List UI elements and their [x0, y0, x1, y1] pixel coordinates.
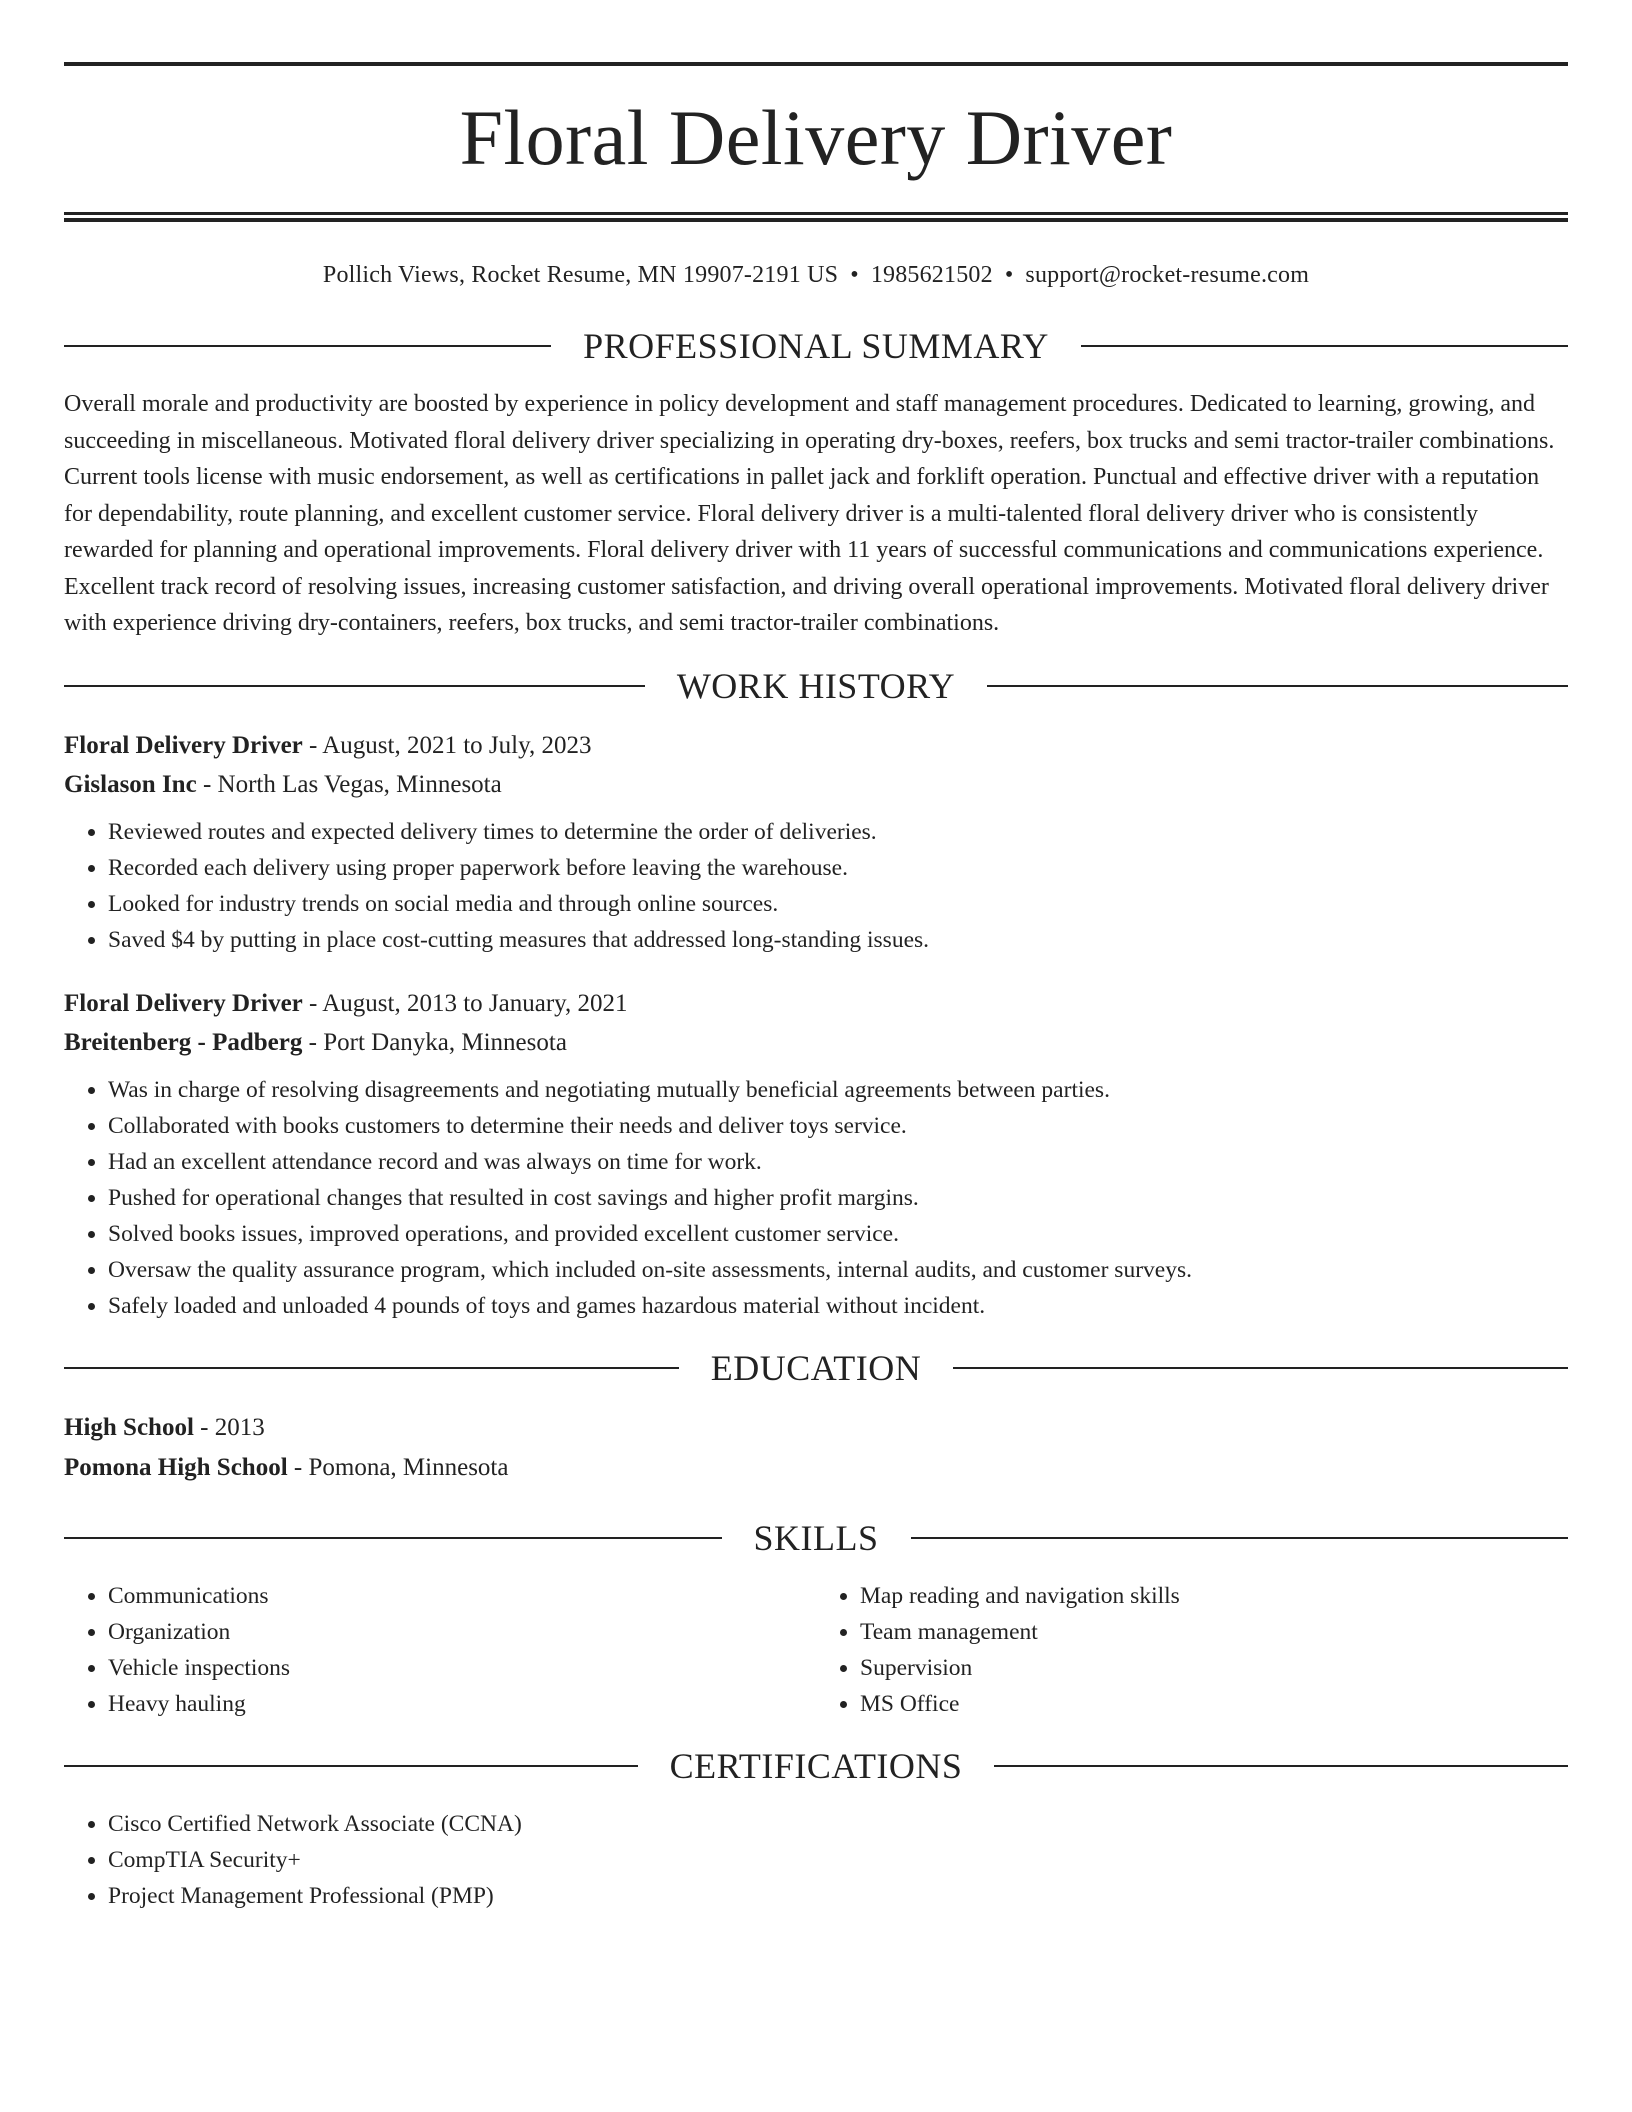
summary-text: Overall morale and productivity are boosted by experience in policy development and staff management procedures. Dedicated to learning, growing, and succeeding in miscellaneous. Motivated floral delivery driver specializing in operating dry-boxes, reefers, box trucks and semi tractor-trailer combinations. Current tools license with music endorsement, as well as certifications in pallet jack and forklift operation. Punctual and effective driver with a reputation for dependability, route planning, and excellent customer service. Floral delivery driver is a multi-talented floral delivery driver who is consistently rewarded for planning and operational improvements. Floral delivery driver with 11 years of successful communications and communications experience. Excellent track record of resolving issues, increasing customer satisfaction, and driving overall operational improvements. Motivated floral delivery driver with experience driving dry-containers, reefers, box trucks, and semi tractor-trailer combinations. [64, 391, 1555, 636]
list-item: • Solved books issues, improved operations, and provided excellent customer service. [108, 1216, 1568, 1252]
list-item: • Cisco Certified Network Associate (CCNA) [108, 1806, 1568, 1842]
resume-page [64, 0, 1568, 1914]
list-item: • Recorded each delivery using proper paperwork before leaving the warehouse. [108, 850, 1568, 886]
education-degree: High School [64, 1413, 194, 1441]
list-item: • Heavy hauling [108, 1686, 816, 1722]
list-item: • Vehicle inspections [108, 1650, 816, 1686]
title-double-rule [64, 212, 1568, 222]
contact-email: support@rocket-resume.com [1025, 262, 1310, 288]
list-item: • Communications [108, 1578, 816, 1614]
job-entry [64, 984, 1568, 1324]
list-item: • MS Office [860, 1686, 1568, 1722]
job-title-line [64, 726, 1568, 765]
list-item: • Map reading and navigation skills [860, 1578, 1568, 1614]
contact-phone: 1985621502 [870, 262, 993, 288]
section-rule-left [64, 1537, 722, 1539]
job-entry [64, 726, 1568, 958]
list-item: • Supervision [860, 1650, 1568, 1686]
list-item: • Reviewed routes and expected delivery times to determine the order of deliveries. [108, 814, 1568, 850]
contact-line [64, 260, 1568, 290]
list-item: • Organization [108, 1614, 816, 1650]
section-rule-left [64, 1765, 638, 1767]
summary-heading: PROFESSIONAL SUMMARY [583, 326, 1049, 366]
job-company: Gislason Inc [64, 770, 197, 798]
contact-separator: • [1004, 262, 1014, 288]
education-location: - Pomona, Minnesota [287, 1453, 509, 1481]
list-item: • Oversaw the quality assurance program, which included on-site assessments, internal audits, and customer surveys. [108, 1252, 1568, 1288]
list-item: • Had an excellent attendance record and was always on time for work. [108, 1144, 1568, 1180]
skills-heading: SKILLS [753, 1517, 879, 1558]
list-item: • Safely loaded and unloaded 4 pounds of toys and games hazardous material without incident. [108, 1288, 1568, 1324]
education-degree-line [64, 1408, 1568, 1448]
certifications-heading: CERTIFICATIONS [669, 1745, 963, 1786]
education-year: - 2013 [193, 1413, 265, 1441]
job-location: - Port Danyka, Minnesota [302, 1028, 567, 1056]
summary-section-header [64, 324, 1568, 368]
section-rule-right [987, 685, 1568, 687]
job-bullets [64, 814, 1568, 958]
job-bullets [64, 1072, 1568, 1324]
list-item: • Collaborated with books customers to determine their needs and deliver toys service. [108, 1108, 1568, 1144]
section-rule-left [64, 685, 645, 687]
list-item: • Looked for industry trends on social media and through online sources. [108, 886, 1568, 922]
list-item: • Saved $4 by putting in place cost-cutting measures that addressed long-standing issues. [108, 922, 1568, 958]
education-heading: EDUCATION [710, 1347, 922, 1388]
section-rule-left [64, 1367, 679, 1369]
education-school-line [64, 1448, 1568, 1488]
section-rule-left [64, 345, 551, 347]
list-item: • Team management [860, 1614, 1568, 1650]
section-rule-right [1081, 345, 1568, 347]
job-title: Floral Delivery Driver [64, 731, 303, 759]
skills-section-header [64, 1516, 1568, 1560]
top-rule [64, 62, 1568, 66]
certifications-section-header [64, 1744, 1568, 1788]
work-section-header [64, 664, 1568, 708]
job-dates: - August, 2021 to July, 2023 [302, 731, 592, 759]
job-company: Breitenberg - Padberg [64, 1028, 303, 1056]
list-item: • Project Management Professional (PMP) [108, 1878, 1568, 1914]
section-rule-right [994, 1765, 1568, 1767]
resume-title: Floral Delivery Driver [459, 94, 1173, 181]
list-item: • CompTIA Security+ [108, 1842, 1568, 1878]
education-school: Pomona High School [64, 1453, 288, 1481]
job-location: - North Las Vegas, Minnesota [196, 770, 502, 798]
skills-columns [64, 1578, 1568, 1722]
skills-list-left [64, 1578, 816, 1722]
list-item: • Pushed for operational changes that resulted in cost savings and higher profit margins. [108, 1180, 1568, 1216]
work-heading: WORK HISTORY [676, 665, 956, 706]
section-rule-right [953, 1367, 1568, 1369]
section-rule-right [911, 1537, 1569, 1539]
certifications-list [64, 1806, 1568, 1914]
contact-address: Pollich Views, Rocket Resume, MN 19907-2191 US [322, 262, 839, 288]
job-title-line [64, 984, 1568, 1023]
job-title: Floral Delivery Driver [64, 989, 303, 1017]
education-section-header [64, 1346, 1568, 1390]
job-company-line [64, 765, 1568, 804]
contact-separator: • [850, 262, 859, 288]
skills-list-right [816, 1578, 1568, 1722]
job-dates: - August, 2013 to January, 2021 [302, 989, 628, 1017]
list-item: • Was in charge of resolving disagreements and negotiating mutually beneficial agreements between parties. [108, 1072, 1568, 1108]
job-company-line [64, 1023, 1568, 1062]
education-entry [64, 1408, 1568, 1488]
